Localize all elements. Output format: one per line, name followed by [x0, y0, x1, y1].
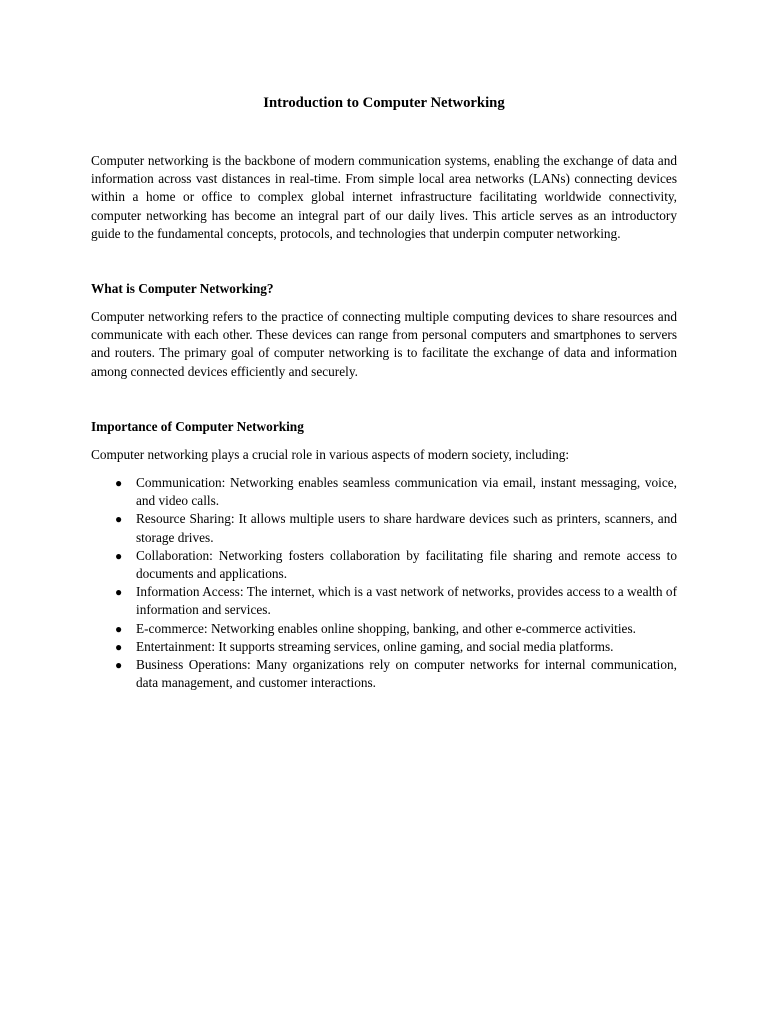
list-item-text: Communication: Networking enables seamless communication via email, instant messaging, voice, and video calls.	[136, 475, 677, 509]
intro-paragraph: Computer networking is the backbone of modern communication systems, enabling the exchange of data and information across vast distances in real-time. From simple local area networks (LANs) connecting devices within a home or office to complex global internet infrastructure facilitating worldwide connectivity, computer networking has become an integral part of our daily lives. This article serves as an introductory guide to the fundamental concepts, protocols, and technologies that underpin computer networking.	[91, 153, 677, 241]
list-item	[91, 474, 677, 510]
list-item	[91, 510, 677, 546]
list-item	[91, 583, 677, 619]
bullet-icon: ●	[115, 621, 123, 636]
list-item-text: Collaboration: Networking fosters collaboration by facilitating file sharing and remote access to documents and applications.	[136, 547, 677, 582]
list-item-text: Business Operations: Many organizations rely on computer networks for internal communication, data management, and customer interactions.	[136, 657, 677, 691]
list-item	[91, 547, 677, 583]
list-item	[91, 656, 677, 692]
section-body-what-is: Computer networking refers to the practice of connecting multiple computing devices to share resources and communicate with each other. These devices can range from personal computers and smartphones to servers and routers. The primary goal of computer networking is to facilitate the exchange of data and information among connected devices efficiently and securely.	[91, 309, 677, 379]
section-body-importance: Computer networking plays a crucial role in various aspects of modern society, including:	[91, 446, 570, 462]
list-item-text: Resource Sharing: It allows multiple users to share hardware devices such as printers, scanners, and storage drives.	[136, 511, 677, 545]
list-item-text: Entertainment: It supports streaming services, online gaming, and social media platforms.	[136, 638, 614, 654]
list-item-text: E-commerce: Networking enables online shopping, banking, and other e-commerce activities.	[136, 620, 636, 636]
bullet-icon: ●	[115, 658, 123, 673]
list-item	[91, 638, 677, 656]
bullet-icon: ●	[115, 585, 123, 600]
section-heading-importance: Importance of Computer Networking	[91, 418, 304, 434]
bullet-icon: ●	[115, 548, 123, 563]
bullet-icon: ●	[115, 639, 123, 654]
document-title: Introduction to Computer Networking	[263, 95, 505, 111]
importance-bullet-list	[91, 474, 677, 692]
list-item-text: Information Access: The internet, which is a vast network of networks, provides access to a wealth of information and services.	[136, 584, 677, 618]
section-heading-what-is: What is Computer Networking?	[91, 281, 274, 297]
bullet-icon: ●	[115, 512, 123, 527]
list-item	[91, 620, 677, 638]
bullet-icon: ●	[115, 476, 123, 491]
